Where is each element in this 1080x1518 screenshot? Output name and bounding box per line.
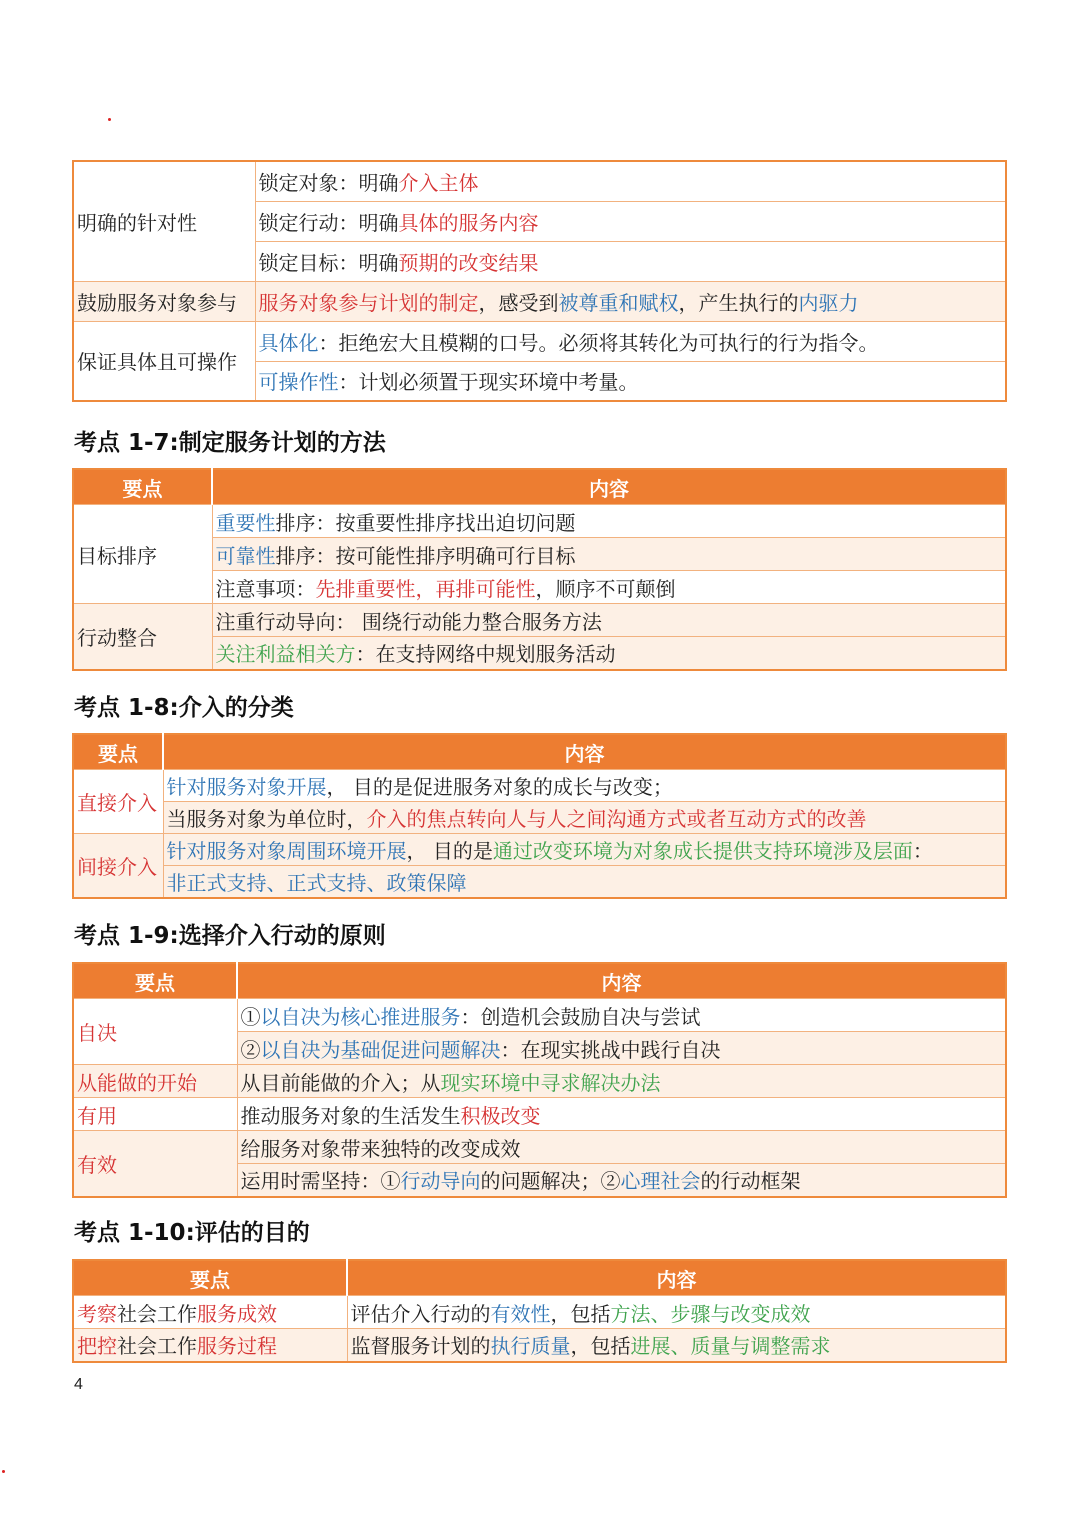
table-intervention-principles (72, 962, 1007, 1198)
table-row (73, 604, 1006, 637)
text-run: 社会工作 (117, 1334, 197, 1359)
text-run: 可操作性 (258, 370, 339, 395)
text-run: 内驱力 (798, 290, 859, 315)
text-run: ：在支持网络中规划服务活动 (355, 642, 616, 667)
table-row (73, 1098, 1006, 1131)
text-run: ，产生执行的 (678, 290, 799, 315)
text-run: ：拒绝宏大且模糊的口号。必须将其转化为可执行的行为指令。 (318, 330, 879, 355)
row-key-cell (73, 1098, 237, 1131)
row-key-label: 目标排序 (77, 543, 157, 568)
table-intervention-types (72, 733, 1007, 899)
row-content-cell (163, 802, 1006, 834)
text-run: 考察 (77, 1301, 117, 1326)
text-run: 具体的服务内容 (398, 210, 539, 235)
text-run: 服务成效 (197, 1301, 277, 1326)
text-run: 社会工作 (117, 1301, 197, 1326)
row-key-label: 自决 (77, 1021, 117, 1045)
table-evaluation-purpose (72, 1259, 1007, 1363)
row-content-cell (255, 321, 1006, 361)
row-key-label: 直接介入 (77, 791, 157, 815)
text-run: ，包括 (570, 1334, 631, 1359)
table-row (73, 802, 1006, 834)
text-run: ，包括 (550, 1301, 611, 1326)
text-run: 排序：按重要性排序找出迫切问题 (275, 510, 576, 535)
text-run: 锁定目标：明确 (258, 250, 399, 275)
row-content-cell (255, 161, 1006, 201)
row-key-cell (73, 321, 255, 401)
row-content-cell (237, 1164, 1006, 1197)
text-run: 把控 (77, 1334, 117, 1359)
row-key-label: 保证具体且可操作 (77, 350, 237, 375)
text-run: 介入主体 (398, 170, 479, 195)
row-key-cell (73, 604, 212, 670)
text-run: 方法、步骤与改变成效 (610, 1301, 811, 1326)
table-planning-principles (72, 160, 1007, 402)
text-run: ，顺序不可颠倒 (535, 576, 676, 601)
red-dot-mark-corner (2, 1470, 5, 1473)
text-run: 排序：按可能性排序明确可行目标 (275, 543, 576, 568)
row-key-label: 有用 (77, 1103, 117, 1128)
text-run: 监督服务计划的 (350, 1334, 491, 1359)
text-run: 以自决为核心推进服务 (260, 1004, 461, 1029)
row-content-cell (237, 1065, 1006, 1098)
header-content: 内容 (163, 734, 1006, 770)
section-heading-1-8: 考点 1-8:介入的分类 (74, 695, 294, 721)
text-run: 给服务对象带来独特的改变成效 (240, 1136, 521, 1161)
text-run: 注重行动导向： 围绕行动能力整合服务方法 (215, 609, 602, 634)
row-content-cell (163, 770, 1006, 802)
text-run: 进展、质量与调整需求 (630, 1334, 831, 1359)
row-key-label: 鼓励服务对象参与 (77, 290, 237, 315)
header-key: 要点 (73, 1260, 347, 1296)
header-key: 要点 (73, 734, 163, 770)
text-run: 当服务对象为单位时， (166, 807, 367, 831)
header-key: 要点 (73, 963, 237, 999)
text-run: 被尊重和赋权 (558, 290, 679, 315)
row-content-cell (212, 571, 1006, 604)
table-header-row (73, 1260, 1006, 1296)
text-run: 具体化 (258, 330, 319, 355)
row-key-cell (73, 1329, 347, 1362)
text-run: 有效性 (490, 1301, 551, 1326)
row-content-cell (212, 505, 1006, 538)
text-run: 执行质量 (490, 1334, 571, 1359)
text-run: 行动导向 (400, 1169, 481, 1194)
row-content-cell (237, 1032, 1006, 1065)
row-content-cell (212, 637, 1006, 670)
text-run: 心理社会 (620, 1169, 701, 1194)
table-row (73, 321, 1006, 361)
text-run: 服务对象参与计划的制定 (258, 290, 479, 315)
table-row (73, 770, 1006, 802)
text-run: ， 目的是 (406, 839, 493, 863)
row-key-cell (73, 281, 255, 321)
row-content-cell (237, 999, 1006, 1032)
text-run: 推动服务对象的生活发生 (240, 1103, 461, 1128)
row-content-cell (163, 866, 1006, 898)
text-run: 重要性 (215, 510, 276, 535)
text-run: 服务过程 (197, 1334, 277, 1359)
row-content-cell (237, 1098, 1006, 1131)
text-run: 通过改变环境为对象成长提供支持环境涉及层面 (492, 839, 913, 863)
table-row (73, 161, 1006, 201)
text-run: ① (240, 1004, 261, 1029)
row-key-cell (73, 834, 163, 898)
row-key-cell (73, 1296, 347, 1329)
row-key-cell (73, 161, 255, 281)
header-key: 要点 (73, 469, 212, 505)
row-key-cell (73, 1065, 237, 1098)
table-row (73, 1329, 1006, 1362)
table-body (73, 505, 1006, 670)
text-run: 可靠性 (215, 543, 276, 568)
row-content-cell (347, 1329, 1006, 1362)
row-key-label: 明确的针对性 (77, 210, 197, 235)
row-content-cell (212, 538, 1006, 571)
text-run: 评估介入行动的 (350, 1301, 491, 1326)
text-run: 锁定行动：明确 (258, 210, 399, 235)
text-run: 运用时需坚持：① (240, 1169, 401, 1194)
row-content-cell (347, 1296, 1006, 1329)
table-header-row (73, 963, 1006, 999)
row-key-label: 从能做的开始 (77, 1070, 197, 1095)
table-row (73, 1296, 1006, 1329)
section-heading-1-10: 考点 1-10:评估的目的 (74, 1220, 310, 1246)
page-number: 4 (74, 1376, 83, 1393)
table-body (73, 1296, 1006, 1362)
text-run: ：在现实挑战中践行自决 (500, 1037, 721, 1062)
table-row (73, 538, 1006, 571)
table-header-row (73, 734, 1006, 770)
text-run: 针对服务对象周围环境开展 (166, 839, 407, 863)
row-content-cell (255, 201, 1006, 241)
table-row (73, 999, 1006, 1032)
text-run: ， 目的是促进服务对象的成长与改变； (326, 775, 673, 799)
text-run: 积极改变 (460, 1103, 541, 1128)
text-run: 的问题解决；② (480, 1169, 621, 1194)
row-content-cell (237, 1131, 1006, 1164)
table-row (73, 637, 1006, 670)
text-run: 先排重要性，再排可能性 (315, 576, 536, 601)
table-body (73, 770, 1006, 898)
header-content: 内容 (347, 1260, 1006, 1296)
text-run: ② (240, 1037, 261, 1062)
table-row (73, 1065, 1006, 1098)
text-run: 从目前能做的介入；从 (240, 1070, 441, 1095)
row-key-cell (73, 505, 212, 604)
table-row (73, 866, 1006, 898)
section-heading-1-7: 考点 1-7:制定服务计划的方法 (74, 430, 386, 456)
text-run: ：创造机会鼓励自决与尝试 (460, 1004, 701, 1029)
text-run: 锁定对象：明确 (258, 170, 399, 195)
row-content-cell (212, 604, 1006, 637)
row-key-cell (73, 770, 163, 834)
table-body (73, 999, 1006, 1197)
row-content-cell (255, 281, 1006, 321)
text-run: 非正式支持、正式支持、政策保障 (166, 870, 467, 895)
row-content-cell (255, 241, 1006, 281)
text-run: 针对服务对象开展 (166, 775, 327, 799)
table-row (73, 505, 1006, 538)
row-key-label: 有效 (77, 1152, 117, 1177)
table-body (73, 161, 1006, 401)
table-plan-methods (72, 468, 1007, 671)
section-heading-1-9: 考点 1-9:选择介入行动的原则 (74, 923, 386, 949)
text-run: 关注利益相关方 (215, 642, 356, 667)
table-row (73, 571, 1006, 604)
row-key-label: 间接介入 (77, 854, 157, 879)
text-run: ，感受到 (478, 290, 559, 315)
table-row (73, 834, 1006, 866)
text-run: 预期的改变结果 (398, 250, 539, 275)
header-content: 内容 (212, 469, 1006, 505)
red-dot-mark (108, 118, 111, 121)
header-content: 内容 (237, 963, 1006, 999)
text-run: 注意事项： (215, 576, 316, 601)
text-run: 介入的焦点转向人与人之间沟通方式或者互动方式的改善 (366, 807, 867, 831)
row-key-label: 行动整合 (77, 625, 157, 650)
row-key-cell (73, 999, 237, 1065)
text-run: 以自决为基础促进问题解决 (260, 1037, 501, 1062)
row-content-cell (163, 834, 1006, 866)
row-key-cell (73, 1131, 237, 1197)
text-run: 的行动框架 (700, 1169, 801, 1194)
text-run: ： (912, 839, 933, 863)
table-row (73, 281, 1006, 321)
text-run: ：计划必须置于现实环境中考量。 (338, 370, 639, 395)
table-row (73, 1131, 1006, 1164)
table-header-row (73, 469, 1006, 505)
text-run: 现实环境中寻求解决办法 (440, 1070, 661, 1095)
row-content-cell (255, 361, 1006, 401)
